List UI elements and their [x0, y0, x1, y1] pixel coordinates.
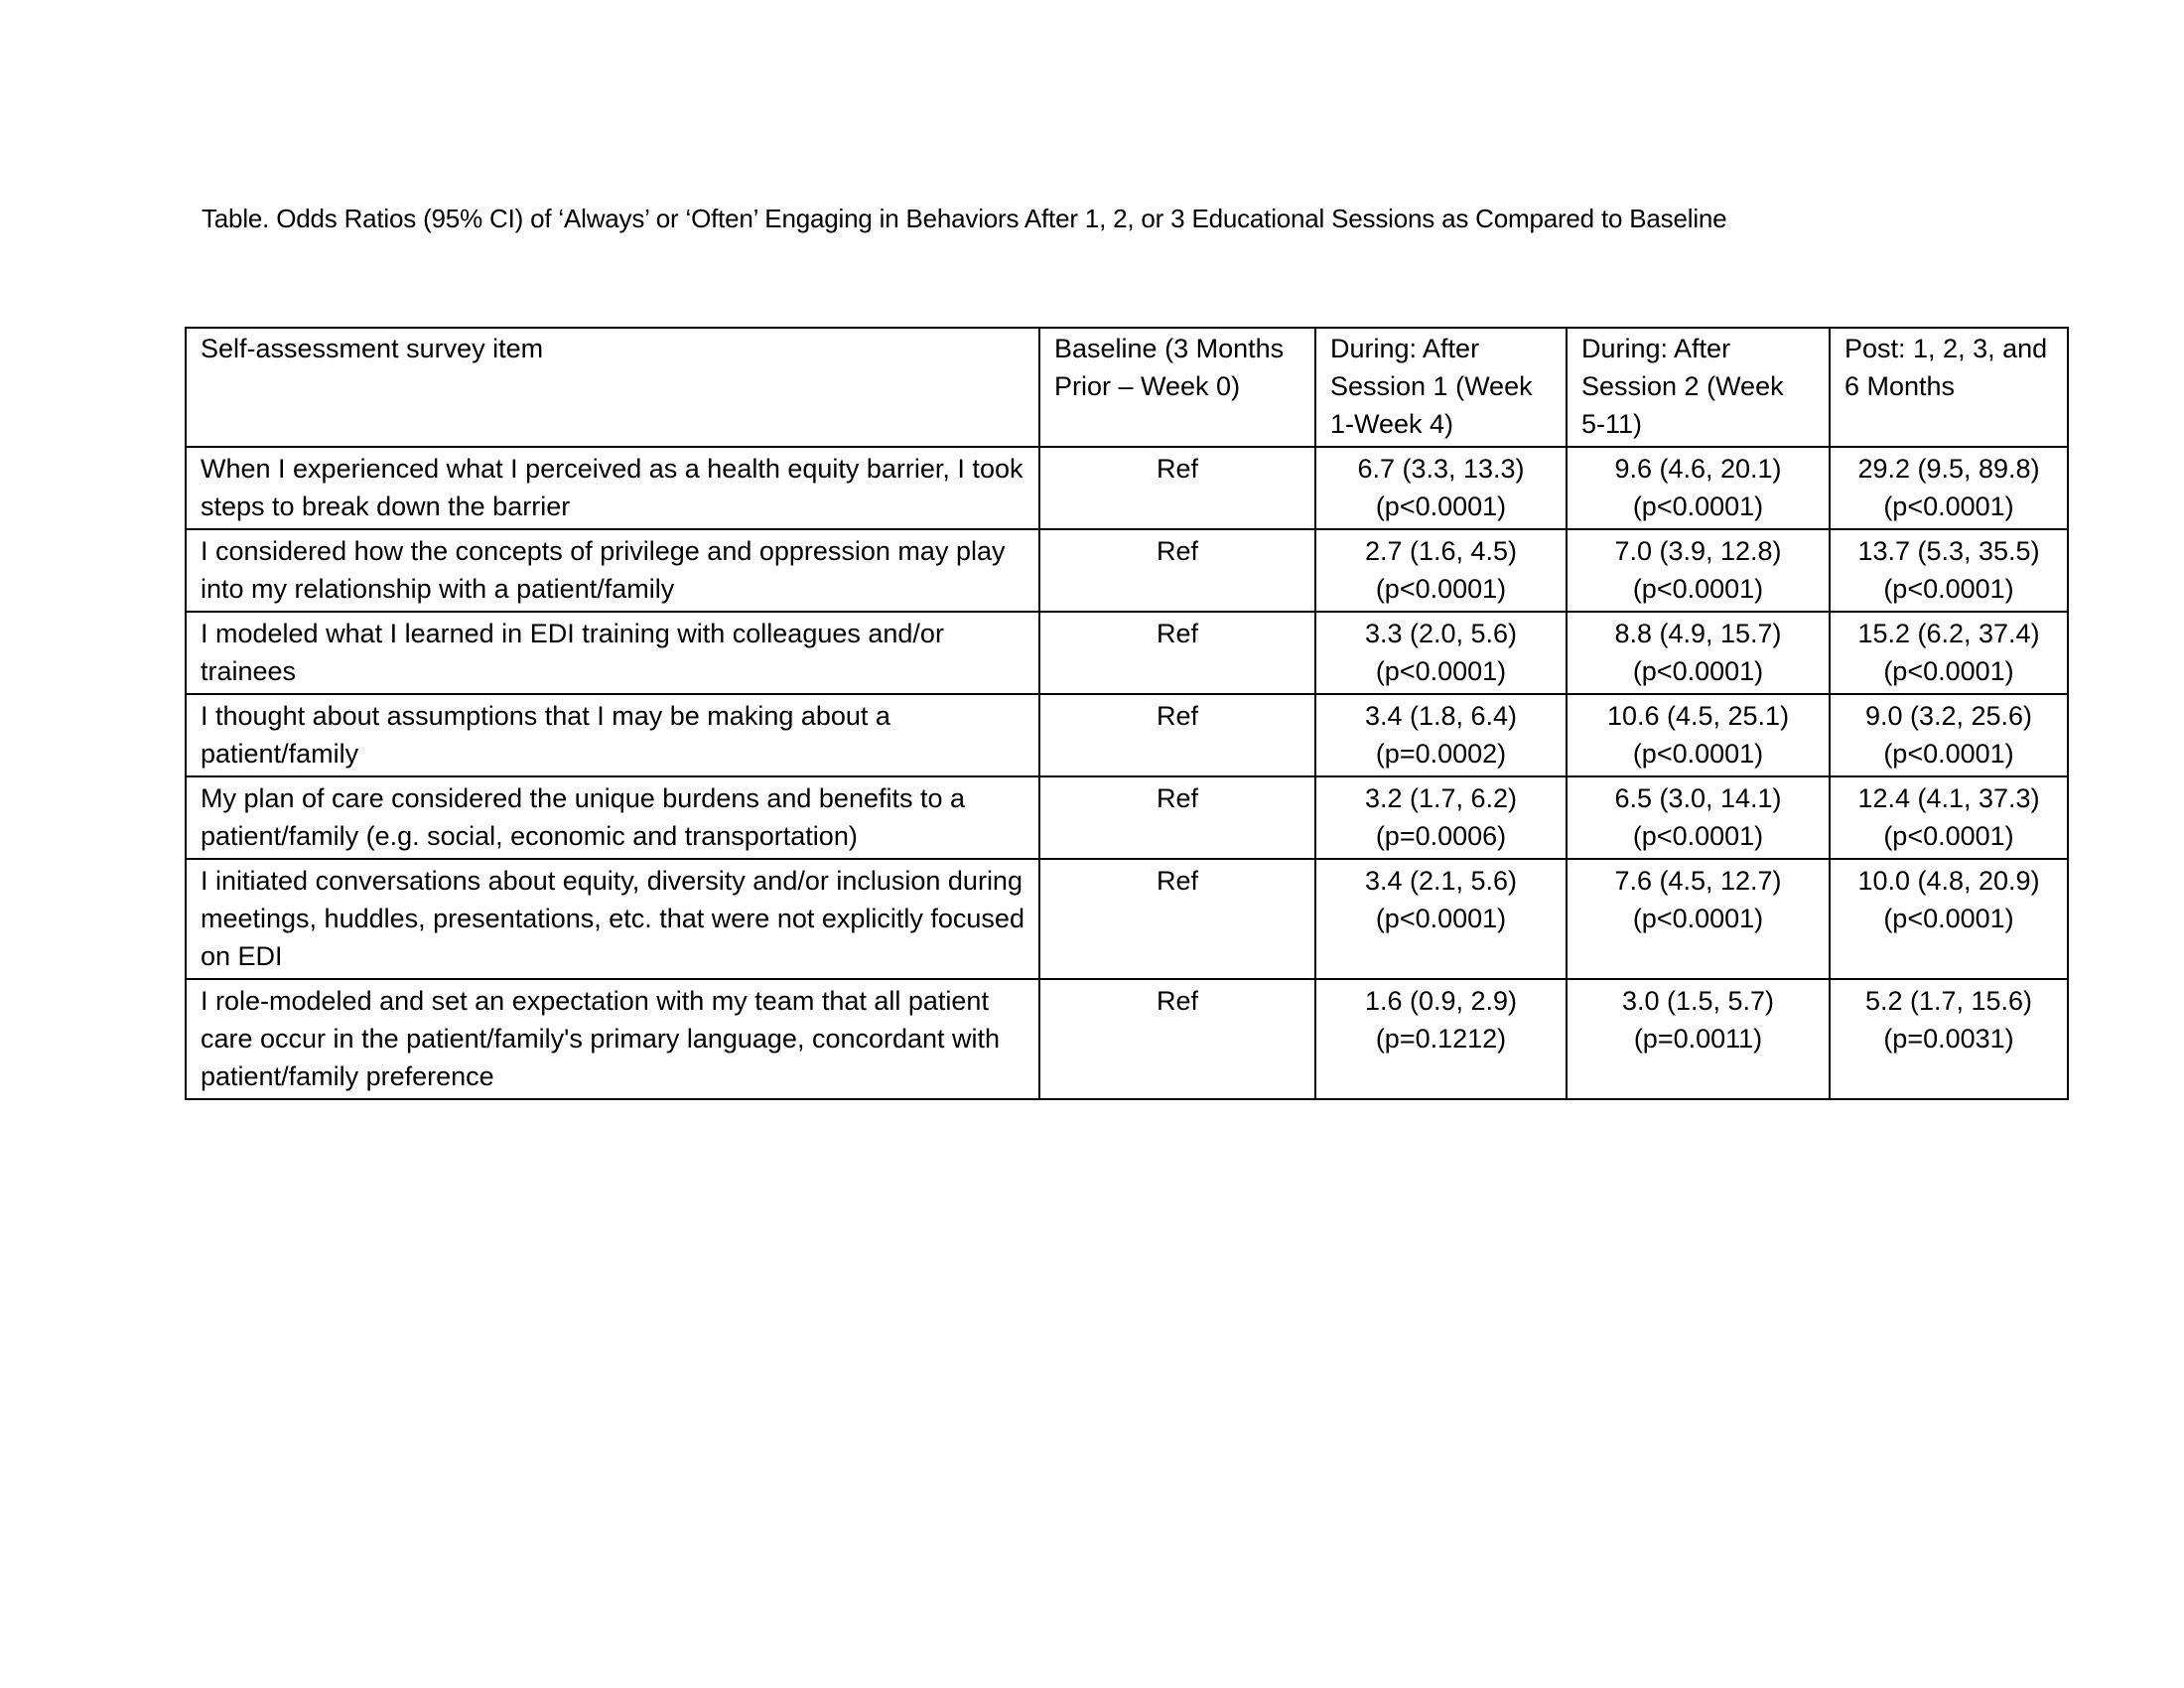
post-cell: [1830, 694, 2068, 776]
p-value: (p<0.0001): [1632, 574, 1764, 604]
table-row: [186, 979, 2068, 1099]
odds-ratio-value: 5.2 (1.7, 15.6): [1864, 986, 2033, 1016]
odds-ratio-value: 1.6 (0.9, 2.9): [1364, 986, 1518, 1016]
header-baseline: Baseline (3 Months Prior – Week 0): [1039, 328, 1315, 447]
table-row: [186, 859, 2068, 979]
survey-item-cell: I modeled what I learned in EDI training with colleagues and/or trainees: [186, 612, 1039, 694]
session-1-cell: [1315, 694, 1567, 776]
table-row: [186, 447, 2068, 529]
baseline-cell: Ref: [1039, 979, 1315, 1099]
table-row: [186, 694, 2068, 776]
baseline-cell: Ref: [1039, 694, 1315, 776]
session-1-cell: [1315, 447, 1567, 529]
session-2-cell: [1567, 694, 1830, 776]
p-value: (p=0.0011): [1633, 1024, 1763, 1054]
p-value: (p<0.0001): [1632, 492, 1764, 521]
session-2-cell: [1567, 529, 1830, 612]
odds-ratio-value: 6.7 (3.3, 13.3): [1357, 454, 1525, 484]
post-cell: [1830, 612, 2068, 694]
p-value: (p<0.0001): [1375, 492, 1507, 521]
post-cell: [1830, 859, 2068, 979]
baseline-cell: Ref: [1039, 776, 1315, 859]
odds-ratio-value: 8.8 (4.9, 15.7): [1614, 619, 1782, 648]
post-cell: [1830, 776, 2068, 859]
table-header-row: [186, 328, 2068, 447]
table-row: [186, 612, 2068, 694]
odds-ratio-value: 12.4 (4.1, 37.3): [1857, 783, 2040, 813]
p-value: (p<0.0001): [1883, 739, 2014, 769]
session-1-cell: [1315, 529, 1567, 612]
p-value: (p<0.0001): [1883, 656, 2014, 686]
p-value: (p=0.0031): [1883, 1024, 2014, 1054]
p-value: (p<0.0001): [1375, 574, 1507, 604]
post-cell: [1830, 529, 2068, 612]
table-row: [186, 776, 2068, 859]
p-value: (p<0.0001): [1883, 492, 2014, 521]
odds-ratio-value: 9.0 (3.2, 25.6): [1864, 701, 2033, 731]
odds-ratio-value: 15.2 (6.2, 37.4): [1857, 619, 2040, 648]
odds-ratio-table: [185, 327, 2069, 1100]
survey-item-cell: I thought about assumptions that I may be making about a patient/family: [186, 694, 1039, 776]
header-session-2: During: After Session 2 (Week 5-11): [1567, 328, 1830, 447]
odds-ratio-value: 3.4 (1.8, 6.4): [1364, 701, 1518, 731]
session-1-cell: [1315, 776, 1567, 859]
odds-ratio-value: 13.7 (5.3, 35.5): [1857, 536, 2040, 566]
session-2-cell: [1567, 859, 1830, 979]
odds-ratio-value: 3.4 (2.1, 5.6): [1364, 866, 1518, 896]
p-value: (p<0.0001): [1883, 904, 2014, 933]
p-value: (p<0.0001): [1883, 821, 2014, 851]
odds-ratio-value: 9.6 (4.6, 20.1): [1614, 454, 1782, 484]
survey-item-cell: My plan of care considered the unique burdens and benefits to a patient/family (e.g. social, economic and transportation): [186, 776, 1039, 859]
p-value: (p<0.0001): [1375, 904, 1507, 933]
session-1-cell: [1315, 979, 1567, 1099]
odds-ratio-value: 2.7 (1.6, 4.5): [1364, 536, 1518, 566]
survey-item-cell: I considered how the concepts of privilege and oppression may play into my relationship with a patient/family: [186, 529, 1039, 612]
p-value: (p<0.0001): [1632, 656, 1764, 686]
baseline-cell: Ref: [1039, 612, 1315, 694]
session-1-cell: [1315, 859, 1567, 979]
odds-ratio-value: 7.6 (4.5, 12.7): [1614, 866, 1782, 896]
table-caption: Table. Odds Ratios (95% CI) of ‘Always’ or ‘Often’ Engaging in Behaviors After 1, 2, or 3 Educational Sessions as Compared to Baseline: [202, 204, 1727, 233]
baseline-cell: Ref: [1039, 447, 1315, 529]
odds-ratio-value: 29.2 (9.5, 89.8): [1857, 454, 2040, 484]
p-value: (p=0.0006): [1375, 821, 1507, 851]
session-2-cell: [1567, 447, 1830, 529]
odds-ratio-value: 3.3 (2.0, 5.6): [1364, 619, 1518, 648]
session-2-cell: [1567, 612, 1830, 694]
survey-item-cell: I role-modeled and set an expectation with my team that all patient care occur in the patient/family's primary language, concordant with patient/family preference: [186, 979, 1039, 1099]
p-value: (p<0.0001): [1375, 656, 1507, 686]
odds-ratio-value: 10.6 (4.5, 25.1): [1606, 701, 1790, 731]
odds-ratio-value: 3.0 (1.5, 5.7): [1621, 986, 1775, 1016]
header-survey-item: Self-assessment survey item: [186, 328, 1039, 447]
odds-ratio-value: 10.0 (4.8, 20.9): [1857, 866, 2040, 896]
session-2-cell: [1567, 776, 1830, 859]
p-value: (p<0.0001): [1632, 739, 1764, 769]
post-cell: [1830, 447, 2068, 529]
odds-ratio-value: 6.5 (3.0, 14.1): [1614, 783, 1782, 813]
odds-ratio-value: 3.2 (1.7, 6.2): [1364, 783, 1518, 813]
p-value: (p<0.0001): [1632, 904, 1764, 933]
survey-item-cell: I initiated conversations about equity, diversity and/or inclusion during meetings, huddles, presentations, etc. that were not explicitly focused on EDI: [186, 859, 1039, 979]
post-cell: [1830, 979, 2068, 1099]
table-row: [186, 529, 2068, 612]
header-session-1: During: After Session 1 (Week 1-Week 4): [1315, 328, 1567, 447]
p-value: (p=0.0002): [1375, 739, 1507, 769]
p-value: (p<0.0001): [1883, 574, 2014, 604]
p-value: (p=0.1212): [1375, 1024, 1507, 1054]
p-value: (p<0.0001): [1632, 821, 1764, 851]
header-post: Post: 1, 2, 3, and 6 Months: [1830, 328, 2068, 447]
baseline-cell: Ref: [1039, 859, 1315, 979]
survey-item-cell: When I experienced what I perceived as a health equity barrier, I took steps to break down the barrier: [186, 447, 1039, 529]
odds-ratio-value: 7.0 (3.9, 12.8): [1614, 536, 1782, 566]
session-1-cell: [1315, 612, 1567, 694]
session-2-cell: [1567, 979, 1830, 1099]
baseline-cell: Ref: [1039, 529, 1315, 612]
